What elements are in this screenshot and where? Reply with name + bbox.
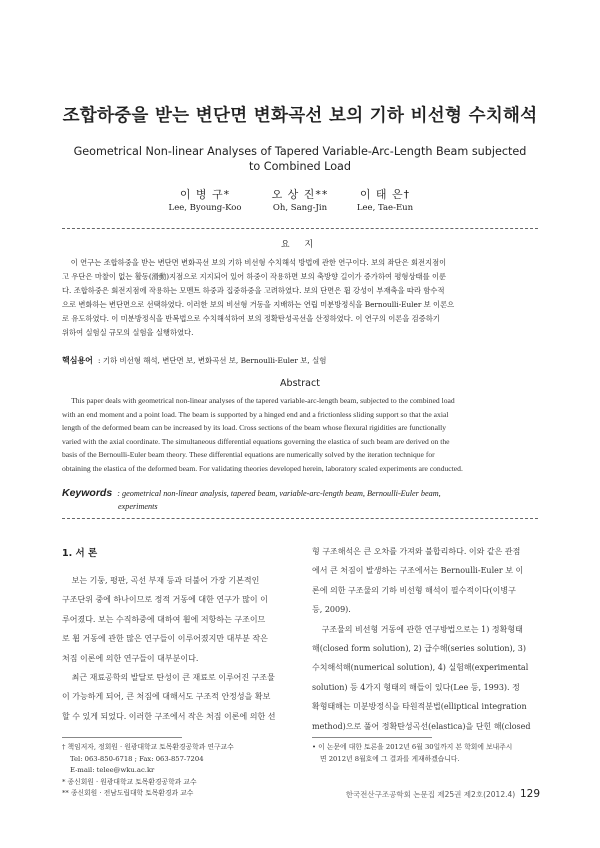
body-line: method)으로 풀어 정확탄성곡선(elastica)을 단힌 해(closed (312, 721, 531, 731)
summary-line: 고 우단은 마찰이 없는 활동(滑動)지점으로 지지되어 있어 하중이 작용하면 보의 축방향 길이가 증가하여 평형상태를 이룬 (62, 272, 447, 281)
summary-heading: 요 지 (280, 240, 320, 250)
body-line: 루어졌다. 보는 수직하중에 대하여 휨에 저항하는 구조이므 (62, 614, 266, 624)
abstract-line: with an end moment and a point load. The beam is supported by a hinged end and a frictionless sliding support so that the axial (62, 409, 449, 419)
section-1-title: 1. 서 론 (62, 548, 98, 559)
summary-line: 로 유도하였다. 이 미분방정식을 반복법으로 수치해석하여 보의 정확탄성곡선을 산정하였다. 이 연구의 이론을 검증하기 (62, 314, 440, 323)
body-line: 보는 기둥, 평판, 곡선 부재 등과 더불어 가장 기본적인 (71, 576, 260, 585)
page-footer (300, 788, 540, 800)
author-1-english: Lee, Byoung-Koo (168, 203, 242, 213)
body-line: 최근 재료공학의 발달로 탄성이 큰 재료로 이루어진 구조물 (71, 673, 275, 683)
footnote-author-2: ** 종신회원 · 전남도립대학 토목환경과 교수 (62, 789, 194, 797)
body-line: 로 휨 거동에 관한 많은 연구들이 이루어졌지만 대부분 작은 (62, 634, 268, 644)
keywords-english-label: Keywords (62, 487, 113, 499)
title-en-line-1: Geometrical Non-linear Analyses of Tapered Variable-Arc-Length Beam subjected (73, 145, 527, 158)
keywords-english-text-cont: experiments (118, 502, 158, 511)
keywords-korean-label: 핵심용어 (62, 356, 93, 365)
summary-line: 다. 조합하중은 회전지점에 작용하는 모멘트 하중과 집중하중을 고려하였다. 보의 단면은 휨 강성이 부재축을 따라 함수적 (62, 286, 445, 295)
author-3-korean: 이 태 은† (359, 188, 411, 201)
keywords-english (62, 481, 538, 511)
body-line: 론에 의한 구조물의 기하 비선형 해석이 필수적이다(이병구 (312, 585, 516, 595)
body-right-column (312, 542, 538, 736)
author-3-english: Lee, Tae-Eun (356, 203, 414, 213)
footnotes-right (312, 742, 538, 765)
abstract-line: length of the deformed beam can be increased by its load. Cross sections of the beam whose flexural rigidities are functionally (62, 423, 446, 433)
journal-citation: 한국전산구조공학회 논문집 제25권 제2호(2012.4) (345, 790, 516, 799)
keywords-english-text: : geometrical non-linear analysis, tapered beam, variable-arc-length beam, Bernoulli-Euler beam, (117, 489, 441, 498)
body-line: 확형태해는 미분방정식을 타원적분법(elliptical integration (312, 702, 527, 712)
author-2-english: Oh, Sang-Jin (272, 203, 328, 213)
footnote-discussion-cont: 면 2012년 8월호에 그 결과를 게재하겠습니다. (320, 754, 460, 763)
summary-line: 위하여 실험실 규모의 실험을 실행하였다. (62, 328, 194, 337)
footnote-email: E-mail: telee@wku.ac.kr (70, 766, 155, 774)
author-2-korean: 오 상 진** (271, 188, 329, 201)
footnotes-left (62, 742, 286, 800)
body-line: 등, 2009). (312, 605, 351, 615)
paper-title-korean: 조합하중을 받는 변단면 변화곡선 보의 기하 비선형 수치해석 (62, 106, 538, 126)
body-line: 처짐 이론에 의한 연구들이 대부분이다. (62, 653, 199, 663)
body-line: 구조물의 비선형 거동에 관한 연구방법으로는 1) 정확형태 (321, 624, 523, 634)
footnote-phone: Tel: 063-850-6718 ; Fax: 063-857-7204 (70, 754, 204, 763)
body-line: 구조단위 중에 하나이므로 정적 거동에 대한 연구가 많이 이 (62, 595, 268, 605)
body-line: solution) 등 4가지 형태의 해들이 있다(Lee 등, 1993). 정 (312, 682, 520, 692)
divider-top (62, 228, 538, 229)
divider-bottom (62, 518, 538, 519)
body-line: 에서 큰 처짐이 발생하는 구조에서는 Bernoulli-Euler 보 이 (312, 566, 524, 576)
summary-body (62, 256, 538, 340)
summary-line: 으로 변화하는 변단면으로 선택하였다. 이러한 보의 비선형 거동을 지배하는 연립 미분방정식을 Bernoulli-Euler 보 이론으 (62, 300, 455, 309)
footnote-corresponding: † 책임저자, 정회원 · 원광대학교 토목환경공학과 연구교수 (62, 743, 234, 751)
abstract-heading: Abstract (280, 378, 320, 389)
body-line: 할 수 있게 되었다. 이러한 구조에서 작은 처짐 이론에 의한 선 (62, 711, 276, 721)
summary-line: 이 연구는 조합하중을 받는 변단면 변화곡선 보의 기하 비선형 수치해석 방법에 관한 연구이다. 보의 좌단은 회전지점이 (70, 258, 447, 267)
footnote-discussion: • 이 논문에 대한 토론을 2012년 6월 30일까지 본 학회에 보내주시 (312, 743, 513, 751)
footnote-rule-right (312, 737, 432, 738)
abstract-line: basis of the Bernoulli-Euler beam theory. These differential equations are numerically solved by the iteration technique for (62, 450, 435, 460)
abstract-line: This paper deals with geometrical non-linear analyses of the tapered variable-arc-length beam, subjected to the combined load (71, 396, 455, 405)
body-line: 해(closed form solution), 2) 급수해(series solution), 3) (312, 644, 526, 654)
keywords-korean (62, 348, 538, 367)
footnote-rule-left (62, 737, 182, 738)
title-en-line-2: to Combined Load (248, 160, 352, 173)
body-line: 수치해석해(numerical solution), 4) 실험해(experimental (312, 663, 529, 673)
keywords-korean-text: : 기하 비선형 해석, 변단면 보, 변화곡선 보, Bernoulli-Euler 보, 실험 (98, 356, 327, 365)
paper-title-english (60, 144, 540, 174)
abstract-line: obtaining the elastica of the deformed beam. For validating theories developed herein, laboratory scaled experiments are conducted. (62, 463, 463, 473)
page-number: 129 (519, 788, 540, 800)
abstract-line: varied with the axial coordinate. The simultaneous differential equations governing the elastica of such beam are derived on the (62, 436, 450, 446)
footnote-author-1: * 종신회원 · 원광대학교 토목환경공학과 교수 (62, 777, 197, 786)
body-line: 형 구조해석은 큰 오차를 가져와 불합리하다. 이와 같은 관점 (312, 547, 521, 556)
author-1-korean: 이 병 구* (179, 188, 231, 201)
abstract-body (62, 394, 538, 476)
body-line: 이 가능하게 되어, 큰 처짐에 대해서도 구조적 안정성을 확보 (62, 692, 271, 702)
body-left-column (62, 571, 286, 726)
